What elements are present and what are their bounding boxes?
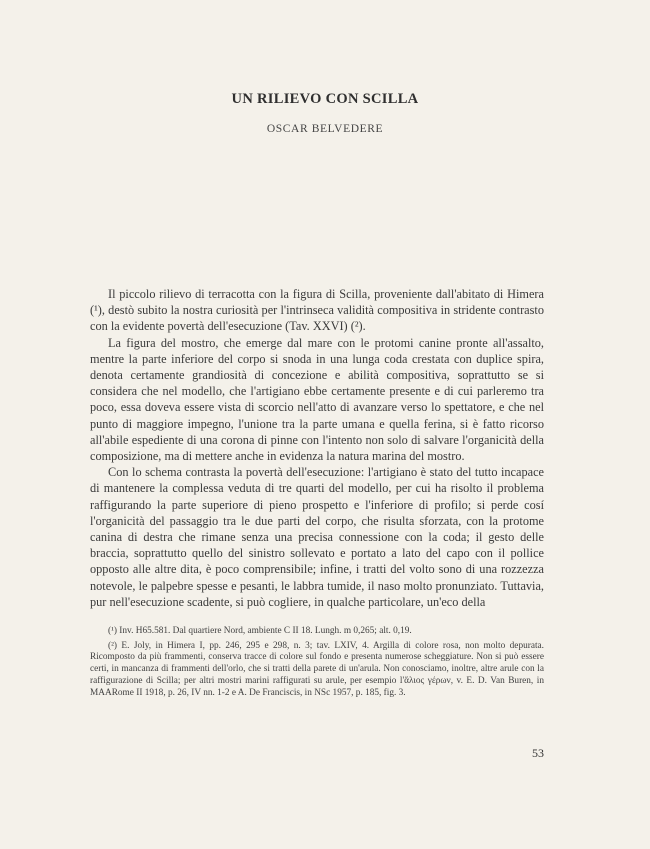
body-paragraph: Il piccolo rilievo di terracotta con la figura di Scilla, proveniente dall'abitato di Himera (¹), destò subito la nostra curiosità per l'intrinseca validità compositiva in stridente contrasto con la evidente povertà dell'esecuzione (Tav. XXVI) (²).: [90, 287, 544, 334]
footnote: (²) E. Joly, in Himera I, pp. 246, 295 e 298, n. 3; tav. LXIV, 4. Argilla di colore rosa, non molto depurata. Ricomposto da più frammenti, conserva tracce di colore sul fondo e presenta numerose scheggiature. Non si può essere certi, in mancanza di frammenti dell'orlo, che si tratti della parete di un'arula. Non conosciamo, inoltre, altre arule con la raffigurazione di Scilla; per altri mostri marini raffigurati su arule, per esempio l'ἅλιος γέρων, v. E. D. Van Buren, in MAARome II 1918, p. 26, IV nn. 1-2 e A. De Franciscis, in NSc 1957, p. 185, fig. 3.: [90, 640, 544, 698]
body-paragraph: La figura del mostro, che emerge dal mare con le protomi canine pronte all'assalto, mentre la parte inferiore del corpo si snoda in una lunga coda crestata con duplice spira, denota certamente grandiosità di concezione e abilità compositiva, soprattutto se si considera che nel modello, che l'artigiano ebbe certamente presente e di cui parleremo tra poco, essa doveva essere vista di scorcio nell'atto di avanzare verso lo spettatore, e che nel punto di maggiore impegno, l'unione tra la parte umana e quella ferina, si è fatto ricorso all'abile espediente di una corona di pinne con l'intento non solo di salvare l'organicità della composizione, ma di mettere anche in evidenza la natura marina del mostro.: [90, 335, 544, 464]
article-title: UN RILIEVO CON SCILLA: [231, 91, 419, 107]
footnotes: [90, 626, 544, 702]
author-name: OSCAR BELVEDERE: [266, 123, 384, 135]
footnote: (¹) Inv. H65.581. Dal quartiere Nord, ambiente C II 18. Lungh. m 0,265; alt. 0,19.: [108, 626, 412, 636]
page-number: 53: [532, 746, 544, 760]
body-text: [90, 286, 544, 610]
body-paragraph: Con lo schema contrasta la povertà dell'esecuzione: l'artigiano è stato del tutto incapace di mantenere la complessa veduta di tre quarti del modello, per cui ha risolto il problema raffigurando la parte superiore di pieno prospetto e l'inferiore di profilo; si perde cosí l'organicità del passaggio tra le due parti del corpo, che risulta sforzata, con la protome canina di destra che rimane senza una precisa connessione con la coda; il gesto delle braccia, soprattutto quello del sinistro sollevato e portato a lato del capo con il pollice opposto alle altre dita, è poco comprensibile; infine, i tratti del volto sono di una rozzezza notevole, le palpebre spesse e pesanti, le labbra tumide, il naso molto pronunziato. Tuttavia, pur nell'esecuzione scadente, si può cogliere, in qualche particolare, un'eco della: [90, 465, 544, 609]
